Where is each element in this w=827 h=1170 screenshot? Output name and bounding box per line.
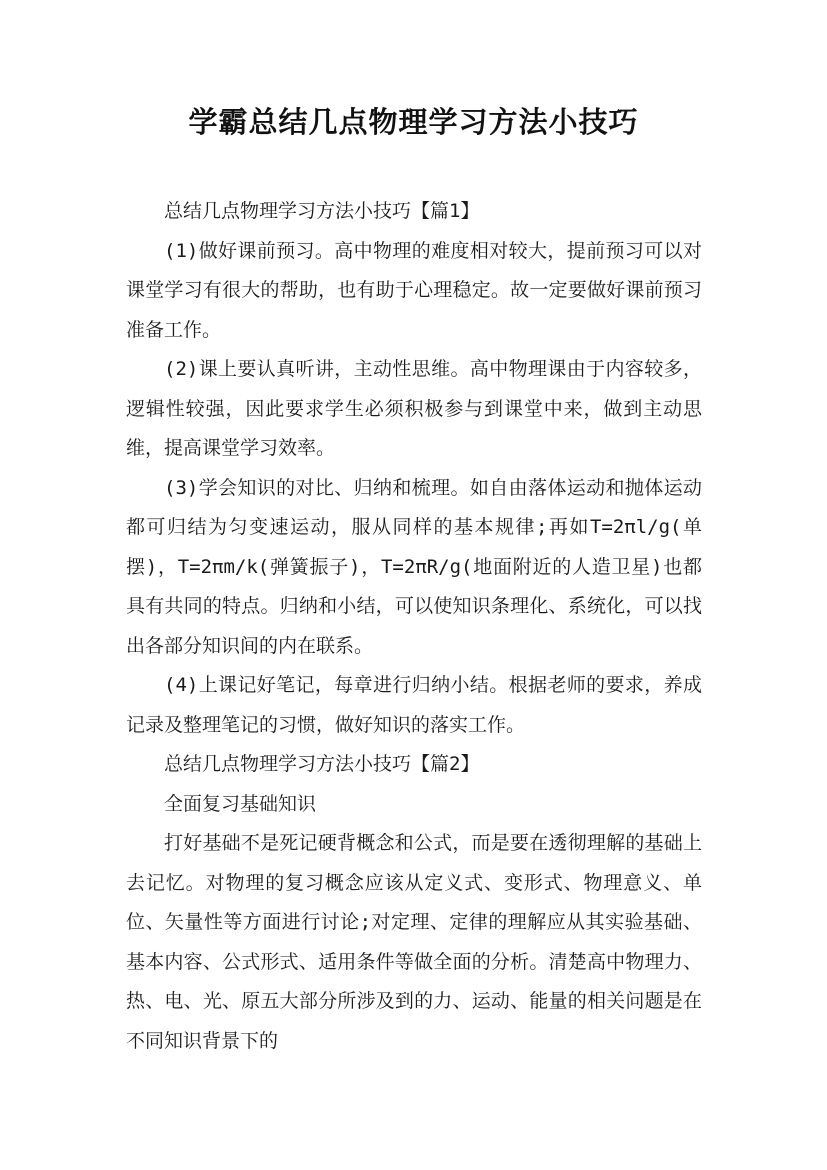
paragraph-notes: (4)上课记好笔记，每章进行归纳小结。根据老师的要求，养成记录及整理笔记的习惯，做好知识的落实工作。 <box>126 674 702 736</box>
paragraph-preview: (1)做好课前预习。高中物理的难度相对较大，提前预习可以对课堂学习有很大的帮助，也有助于心理稳定。故一定要做好课前预习准备工作。 <box>126 239 702 341</box>
paragraph-foundation: 打好基础不是死记硬背概念和公式，而是要在透彻理解的基础上去记忆。对物理的复习概念应该从定义式、变形式、物理意义、单位、矢量性等方面进行讨论;对定理、定律的理解应从其实验基础、基本内容、公式形式、适用条件等做全面的分析。清楚高中物理力、热、电、光、原五大部分所涉及到的力、运动、能量的相关问题是在不同知识背景下的 <box>126 832 702 1052</box>
document-body <box>126 192 702 1061</box>
section-heading-2: 总结几点物理学习方法小技巧【篇2】 <box>164 753 480 775</box>
paragraph-listening: (2)课上要认真听讲，主动性思维。高中物理课由于内容较多，逻辑性较强，因此要求学生必须积极参与到课堂中来，做到主动思维，提高课堂学习效率。 <box>126 358 702 459</box>
paragraph-summarize: (3)学会知识的对比、归纳和梳理。如自由落体运动和抛体运动都可归结为匀变速运动，服从同样的基本规律;再如T=2πl/g(单摆)，T=2πm/k(弹簧振子)，T=2πR/g(地面附近的人造卫星)也都具有共同的特点。归纳和小结，可以使知识条理化、系统化，可以找出各部分知识间的内在联系。 <box>126 476 702 657</box>
section-heading-1: 总结几点物理学习方法小技巧【篇1】 <box>164 200 480 222</box>
document-title: 学霸总结几点物理学习方法小技巧 <box>188 105 639 139</box>
subheading-review: 全面复习基础知识 <box>164 792 317 815</box>
